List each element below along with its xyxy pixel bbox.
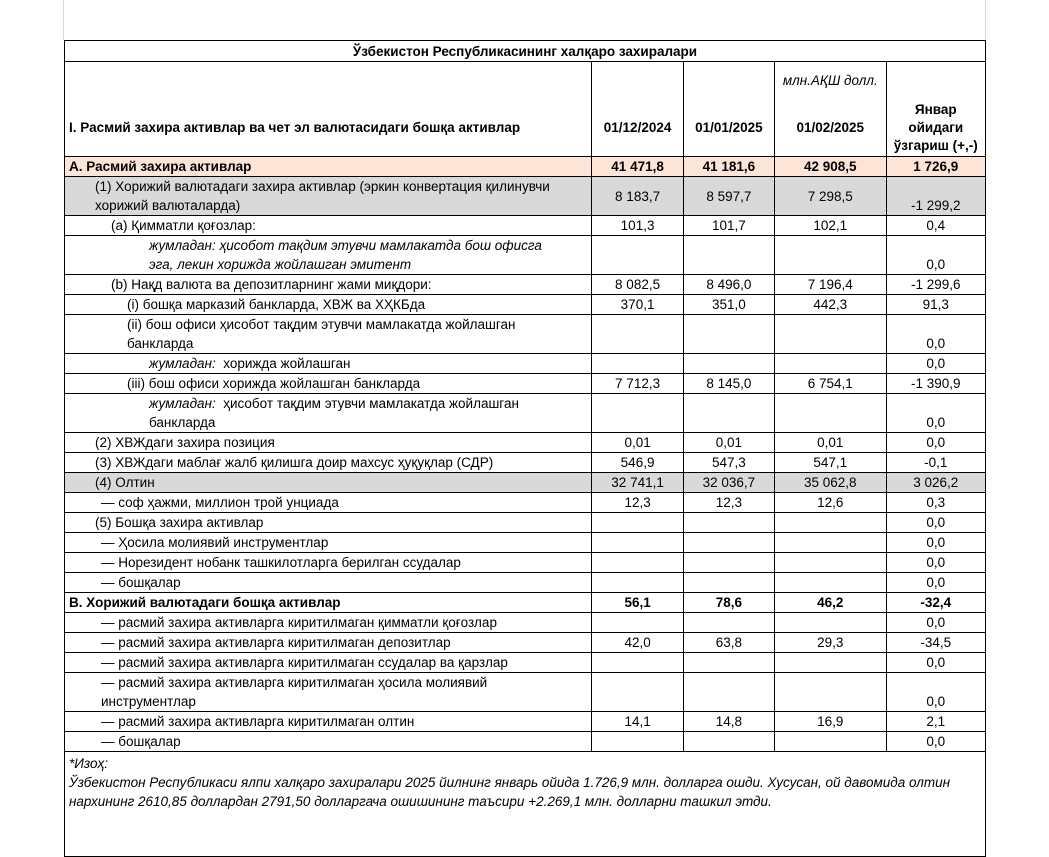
cell-value [592, 315, 683, 354]
cell-value: 101,7 [683, 216, 774, 236]
cell-value: 8 183,7 [592, 177, 683, 216]
cell-value [775, 533, 887, 553]
grid-line [985, 0, 986, 40]
cell-value [592, 394, 683, 433]
cell-value: 8 496,0 [683, 275, 774, 295]
cell-value: 12,6 [775, 493, 887, 513]
col-header-1: 01/12/2024 [592, 99, 683, 157]
table-row [65, 473, 986, 493]
cell-value [775, 613, 887, 633]
cell-value: 0,01 [775, 433, 887, 453]
cell-value: 0,0 [886, 653, 985, 673]
cell-value: 14,8 [683, 712, 774, 732]
cell-value: -0,1 [886, 453, 985, 473]
cell-value: 547,3 [683, 453, 774, 473]
cell-value [683, 673, 774, 712]
cell-value [683, 732, 774, 752]
cell-value: 0,0 [886, 732, 985, 752]
cell-value [592, 236, 683, 275]
cell-value: 101,3 [592, 216, 683, 236]
cell-value: 32 036,7 [683, 473, 774, 493]
note-row [65, 752, 986, 857]
table-title-row [65, 41, 986, 62]
grid-line [63, 0, 64, 40]
table-row [65, 573, 986, 593]
cell-value: 91,3 [886, 295, 985, 315]
row-label: жумладан: ҳисобот тақдим этувчи мамлакатда бош офисга эга, лекин хорижда жойлашган эмитент [65, 236, 592, 275]
row-label: — расмий захира активларга киритилмаган қимматли қоғозлар [65, 613, 592, 633]
table-row [65, 613, 986, 633]
table-row [65, 732, 986, 752]
row-label: (5) Бошқа захира активлар [65, 513, 592, 533]
cell-value: 0,0 [886, 553, 985, 573]
cell-value: 0,0 [886, 513, 985, 533]
cell-value [683, 354, 774, 374]
row-label: — расмий захира активларга киритилмаган ссудалар ва қарзлар [65, 653, 592, 673]
cell-value: 6 754,1 [775, 374, 887, 394]
cell-value: 546,9 [592, 453, 683, 473]
unit-label: млн.АҚШ долл. [775, 62, 887, 100]
table-row [65, 354, 986, 374]
row-label: — расмий захира активларга киритилмаган депозитлар [65, 633, 592, 653]
cell-value: -32,4 [886, 593, 985, 613]
row-label: (b) Нақд валюта ва депозитларнинг жами миқдори: [65, 275, 592, 295]
cell-value [683, 533, 774, 553]
cell-value [775, 573, 887, 593]
header-row-top [65, 62, 986, 100]
row-label: (2) ХВЖдаги захира позиция [65, 433, 592, 453]
cell-value [683, 394, 774, 433]
table-row [65, 493, 986, 513]
table-row [65, 394, 986, 433]
section-heading: I. Расмий захира активлар ва чет эл валютасидаги бошқа активлар [65, 99, 592, 157]
cell-value: 16,9 [775, 712, 887, 732]
table-row [65, 712, 986, 732]
row-label: (4) Олтин [65, 473, 592, 493]
cell-value: -1 299,2 [886, 177, 985, 216]
row-label: (ii) бош офиси ҳисобот тақдим этувчи мамлакатда жойлашган банкларда [65, 315, 592, 354]
reserves-table [64, 40, 986, 857]
cell-value: 0,0 [886, 236, 985, 275]
cell-value: 29,3 [775, 633, 887, 653]
cell-value [592, 513, 683, 533]
table-row [65, 453, 986, 473]
cell-value: 0,3 [886, 493, 985, 513]
cell-value: 1 726,9 [886, 157, 985, 177]
cell-value: 46,2 [775, 593, 887, 613]
cell-value: 370,1 [592, 295, 683, 315]
cell-value: 56,1 [592, 593, 683, 613]
cell-value: 42 908,5 [775, 157, 887, 177]
col-header-4: Январ ойидаги ўзгариш (+,-) [886, 99, 985, 157]
cell-value: 14,1 [592, 712, 683, 732]
cell-value: 547,1 [775, 453, 887, 473]
cell-value: 78,6 [683, 593, 774, 613]
cell-value [775, 315, 887, 354]
row-label: жумладан: хорижда жойлашган [65, 354, 592, 374]
table-row [65, 533, 986, 553]
row-label: жумладан: ҳисобот тақдим этувчи мамлакатда жойлашган банкларда [65, 394, 592, 433]
cell-value [683, 573, 774, 593]
cell-value [775, 394, 887, 433]
table-row [65, 433, 986, 453]
cell-value: 7 712,3 [592, 374, 683, 394]
cell-value: 0,4 [886, 216, 985, 236]
cell-value [775, 653, 887, 673]
cell-value [683, 513, 774, 533]
cell-value [592, 653, 683, 673]
table-row [65, 216, 986, 236]
cell-value: -1 299,6 [886, 275, 985, 295]
footnote-text: Ўзбекистон Республикаси ялпи халқаро захиралари 2025 йилнинг январь ойида 1.726,9 млн. долларга ошди. Хусусан, ой давомида олтин нархининг 2610,85 доллардан 2791,50 долларгача ошишининг таъсири +2.269,1 млн. долларни ташкил этди. [69, 775, 951, 809]
cell-value: 0,0 [886, 354, 985, 374]
cell-value: 2,1 [886, 712, 985, 732]
cell-value: 42,0 [592, 633, 683, 653]
row-label: B. Хорижий валютадаги бошқа активлар [65, 593, 592, 613]
cell-value: 8 082,5 [592, 275, 683, 295]
cell-value: 41 471,8 [592, 157, 683, 177]
cell-value [592, 573, 683, 593]
cell-value [775, 553, 887, 573]
cell-value: 0,0 [886, 533, 985, 553]
cell-value: 32 741,1 [592, 473, 683, 493]
table-row [65, 633, 986, 653]
cell-value: 0,01 [683, 433, 774, 453]
table-row [65, 673, 986, 712]
row-label: — расмий захира активларга киритилмаган олтин [65, 712, 592, 732]
cell-value [775, 513, 887, 533]
row-label: — Норезидент нобанк ташкилотларга берилган ссудалар [65, 553, 592, 573]
cell-value [775, 354, 887, 374]
cell-value: 12,3 [683, 493, 774, 513]
cell-value [683, 553, 774, 573]
row-label: — Ҳосила молиявий инструментлар [65, 533, 592, 553]
row-label: (a) Қимматли қоғозлар: [65, 216, 592, 236]
row-label: — бошқалар [65, 573, 592, 593]
cell-value: 442,3 [775, 295, 887, 315]
table-title: Ўзбекистон Республикасининг халқаро захиралари [65, 41, 986, 62]
col-header-3: 01/02/2025 [775, 99, 887, 157]
cell-value [683, 236, 774, 275]
table-row [65, 295, 986, 315]
cell-value: 0,0 [886, 315, 985, 354]
row-label: (3) ХВЖдаги маблағ жалб қилишга доир махсус ҳуқуқлар (СДР) [65, 453, 592, 473]
header-row [65, 99, 986, 157]
table-row [65, 315, 986, 354]
cell-value: 0,0 [886, 433, 985, 453]
cell-value [775, 673, 887, 712]
footnote-heading: *Изоҳ: [69, 756, 109, 771]
cell-value: 12,3 [592, 493, 683, 513]
cell-value [592, 613, 683, 633]
cell-value [592, 732, 683, 752]
row-label: (iii) бош офиси хорижда жойлашган банкларда [65, 374, 592, 394]
cell-value [683, 315, 774, 354]
table-row [65, 653, 986, 673]
row-label: — расмий захира активларга киритилмаган ҳосила молиявий инструментлар [65, 673, 592, 712]
table-row [65, 374, 986, 394]
cell-value: 8 145,0 [683, 374, 774, 394]
table-row [65, 553, 986, 573]
cell-value: -1 390,9 [886, 374, 985, 394]
cell-value: 7 196,4 [775, 275, 887, 295]
cell-value [775, 236, 887, 275]
cell-value: 63,8 [683, 633, 774, 653]
row-label: (1) Хорижий валютадаги захира активлар (эркин конвертация қилинувчи хорижий валюталарда) [65, 177, 592, 216]
col-header-2: 01/01/2025 [683, 99, 774, 157]
cell-value: 0,0 [886, 613, 985, 633]
cell-value: -34,5 [886, 633, 985, 653]
footnote [65, 752, 986, 857]
cell-value: 0,0 [886, 673, 985, 712]
cell-value: 102,1 [775, 216, 887, 236]
cell-value [592, 553, 683, 573]
cell-value: 0,0 [886, 573, 985, 593]
table-row [65, 236, 986, 275]
cell-value [592, 354, 683, 374]
cell-value: 7 298,5 [775, 177, 887, 216]
row-label: A. Расмий захира активлар [65, 157, 592, 177]
cell-value [775, 732, 887, 752]
row-label: — соф ҳажми, миллион трой унциада [65, 493, 592, 513]
cell-value [683, 653, 774, 673]
cell-value [592, 533, 683, 553]
cell-value: 8 597,7 [683, 177, 774, 216]
cell-value: 35 062,8 [775, 473, 887, 493]
table-row [65, 275, 986, 295]
table-row [65, 177, 986, 216]
row-label: — бошқалар [65, 732, 592, 752]
cell-value: 0,0 [886, 394, 985, 433]
cell-value: 41 181,6 [683, 157, 774, 177]
cell-value: 351,0 [683, 295, 774, 315]
row-label: (i) бошқа марказий банкларда, ХВЖ ва ХҲКБда [65, 295, 592, 315]
table-row [65, 513, 986, 533]
cell-value: 3 026,2 [886, 473, 985, 493]
table-row [65, 593, 986, 613]
cell-value [683, 613, 774, 633]
cell-value [592, 673, 683, 712]
table-row [65, 157, 986, 177]
cell-value: 0,01 [592, 433, 683, 453]
